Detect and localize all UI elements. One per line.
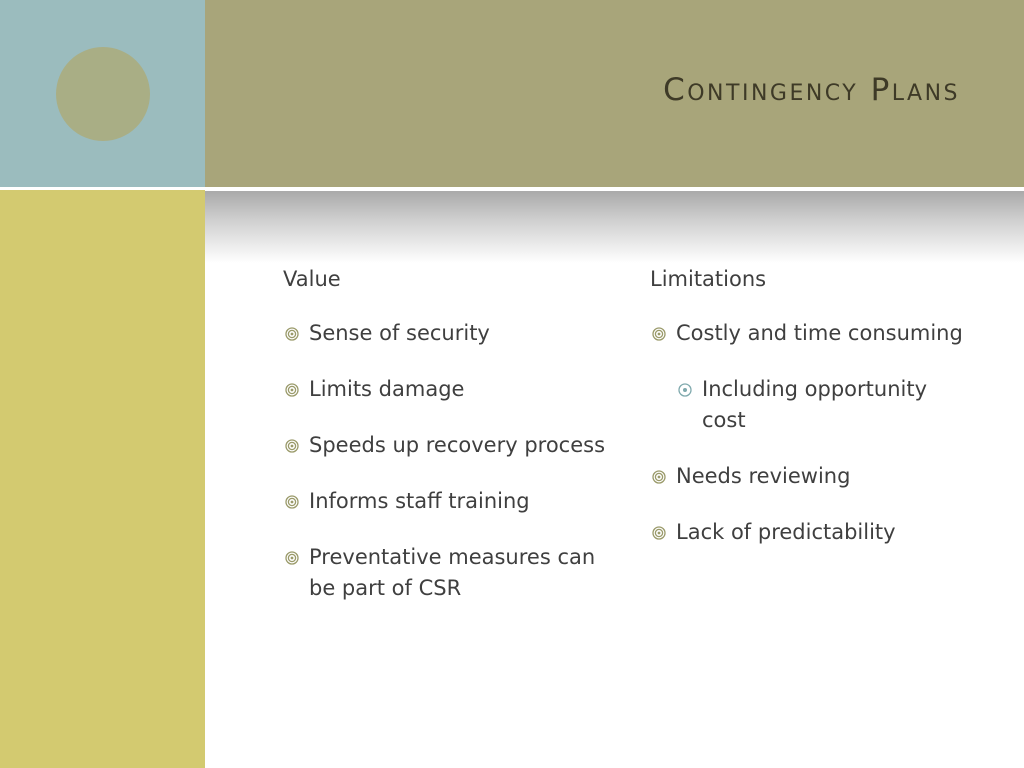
list-item bbox=[283, 318, 613, 349]
list-item-text: Speeds up recovery process bbox=[309, 433, 606, 457]
concentric-circle-icon bbox=[285, 439, 299, 453]
value-column bbox=[283, 265, 613, 629]
list-item-text: Sense of security bbox=[309, 321, 490, 345]
list-item-text: Needs reviewing bbox=[676, 464, 851, 488]
concentric-circle-icon bbox=[652, 327, 666, 341]
list-item-text: Informs staff training bbox=[309, 489, 530, 513]
list-item bbox=[283, 430, 613, 461]
slide-title: Contingency Plans bbox=[663, 72, 960, 108]
concentric-circle-icon bbox=[652, 470, 666, 484]
list-item bbox=[283, 542, 613, 604]
left-accent-strip bbox=[0, 190, 205, 768]
decorative-circle bbox=[56, 47, 150, 141]
list-item-text: Lack of predictability bbox=[676, 520, 896, 544]
list-item-text: Limits damage bbox=[309, 377, 465, 401]
concentric-circle-icon bbox=[285, 383, 299, 397]
list-item bbox=[283, 486, 613, 517]
list-item bbox=[650, 517, 970, 548]
list-item bbox=[650, 318, 970, 349]
concentric-circle-icon bbox=[652, 526, 666, 540]
sub-list-item bbox=[650, 374, 970, 436]
value-list bbox=[283, 318, 613, 604]
limitations-list bbox=[650, 318, 970, 548]
concentric-circle-icon bbox=[285, 551, 299, 565]
concentric-circle-icon bbox=[285, 327, 299, 341]
corner-decoration bbox=[0, 0, 205, 187]
dotted-circle-icon bbox=[678, 383, 692, 397]
list-item-text: Including opportunity cost bbox=[702, 377, 928, 432]
header-shadow bbox=[205, 191, 1024, 263]
list-item-text: Preventative measures can be part of CSR bbox=[309, 545, 596, 600]
limitations-heading: Limitations bbox=[650, 267, 767, 291]
value-heading: Value bbox=[283, 267, 341, 291]
limitations-column bbox=[650, 265, 970, 573]
list-item-text: Costly and time consuming bbox=[676, 321, 963, 345]
list-item bbox=[650, 461, 970, 492]
list-item bbox=[283, 374, 613, 405]
concentric-circle-icon bbox=[285, 495, 299, 509]
